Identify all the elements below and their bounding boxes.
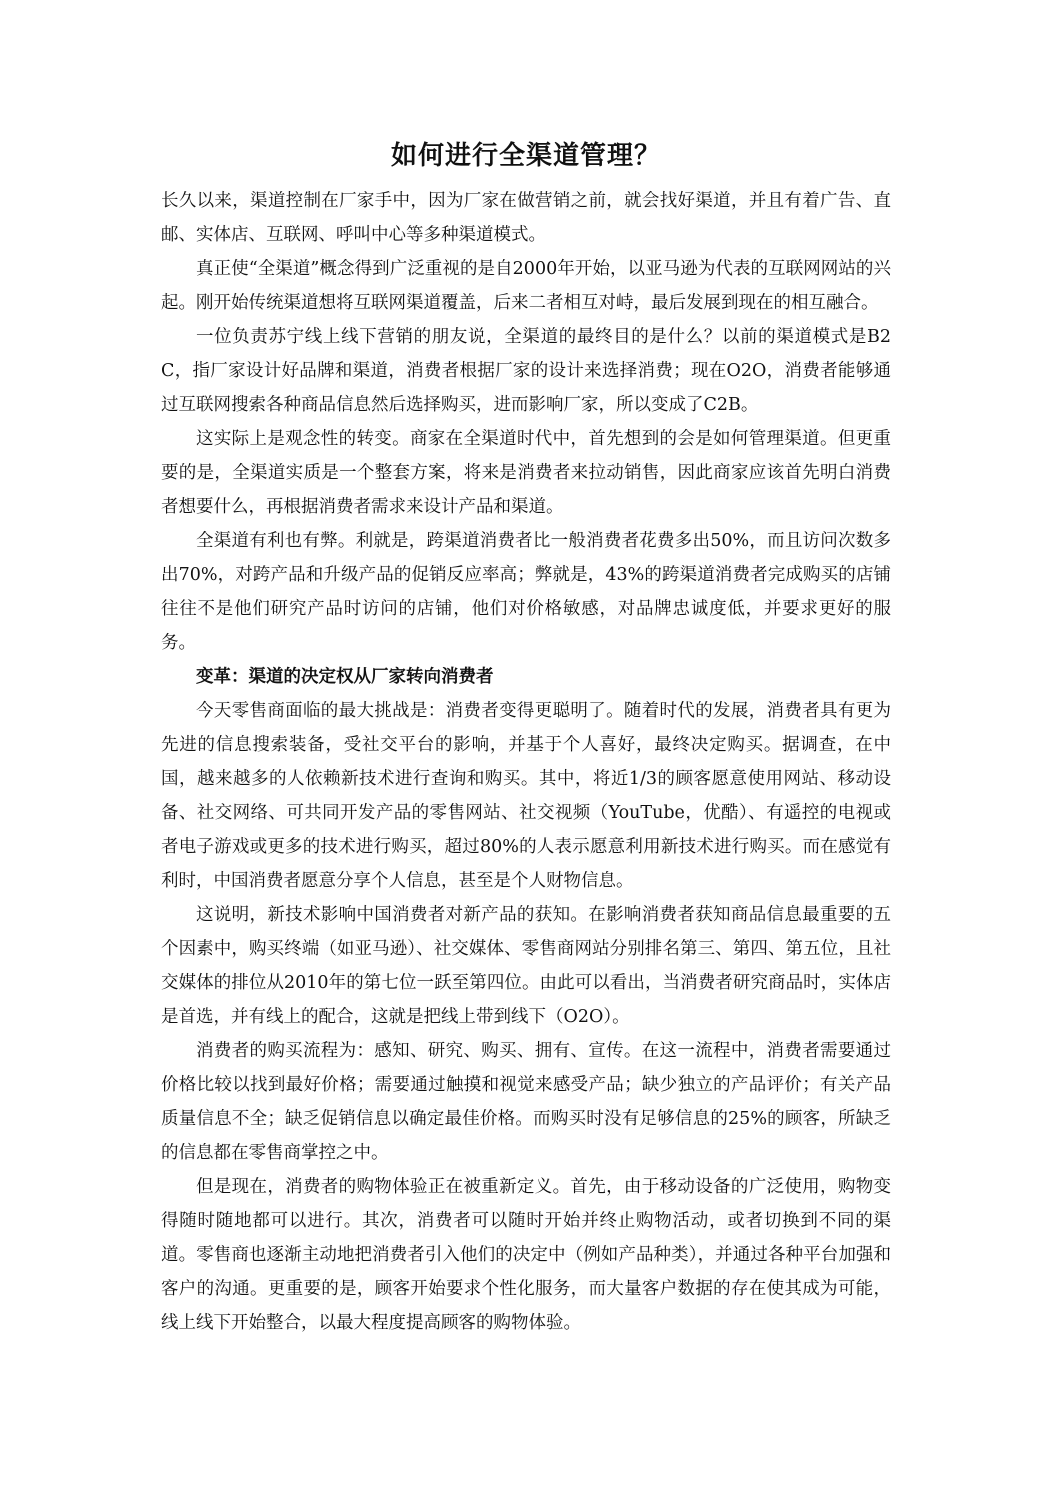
document-page [161, 134, 891, 1340]
document-body [161, 184, 891, 1340]
document-title: 如何进行全渠道管理？ [390, 141, 661, 171]
paragraph-1: 长久以来，渠道控制在厂家手中，因为厂家在做营销之前，就会找好渠道，并且有着广告、直邮、实体店、互联网、呼叫中心等多种渠道模式。 [161, 191, 891, 245]
paragraph-6: 今天零售商面临的最大挑战是：消费者变得更聪明了。随着时代的发展，消费者具有更为先进的信息搜索装备，受社交平台的影响，并基于个人喜好，最终决定购买。据调查，在中国，越来越多的人依赖新技术进行查询和购买。其中，将近1/3的顾客愿意使用网站、移动设备、社交网络、可共同开发产品的零售网站、社交视频（YouTube，优酷）、有遥控的电视或者电子游戏或更多的技术进行购买，超过80%的人表示愿意利用新技术进行购买。而在感觉有利时，中国消费者愿意分享个人信息，甚至是个人财物信息。 [161, 701, 891, 891]
paragraph-9: 但是现在，消费者的购物体验正在被重新定义。首先，由于移动设备的广泛使用，购物变得随时随地都可以进行。其次，消费者可以随时开始并终止购物活动，或者切换到不同的渠道。零售商也逐渐主动地把消费者引入他们的决定中（例如产品种类），并通过各种平台加强和客户的沟通。更重要的是，顾客开始要求个性化服务，而大量客户数据的存在使其成为可能，线上线下开始整合，以最大程度提高顾客的购物体验。 [161, 1177, 891, 1333]
paragraph-8: 消费者的购买流程为：感知、研究、购买、拥有、宣传。在这一流程中，消费者需要通过价格比较以找到最好价格；需要通过触摸和视觉来感受产品；缺少独立的产品评价；有关产品质量信息不全；缺乏促销信息以确定最佳价格。而购买时没有足够信息的25%的顾客，所缺乏的信息都在零售商掌控之中。 [161, 1041, 891, 1163]
paragraph-3: 一位负责苏宁线上线下营销的朋友说，全渠道的最终目的是什么？以前的渠道模式是B2C，指厂家设计好品牌和渠道，消费者根据厂家的设计来选择消费；现在O2O，消费者能够通过互联网搜索各种商品信息然后选择购买，进而影响厂家，所以变成了C2B。 [161, 327, 891, 415]
section-heading: 变革：渠道的决定权从厂家转向消费者 [196, 667, 494, 687]
paragraph-2: 真正使“全渠道”概念得到广泛重视的是自2000年开始，以亚马逊为代表的互联网网站的兴起。刚开始传统渠道想将互联网渠道覆盖，后来二者相互对峙，最后发展到现在的相互融合。 [161, 259, 891, 313]
paragraph-5: 全渠道有利也有弊。利就是，跨渠道消费者比一般消费者花费多出50%，而且访问次数多出70%，对跨产品和升级产品的促销反应率高；弊就是，43%的跨渠道消费者完成购买的店铺往往不是他们研究产品时访问的店铺，他们对价格敏感，对品牌忠诚度低，并要求更好的服务。 [161, 531, 891, 653]
paragraph-7: 这说明，新技术影响中国消费者对新产品的获知。在影响消费者获知商品信息最重要的五个因素中，购买终端（如亚马逊）、社交媒体、零售商网站分别排名第三、第四、第五位，且社交媒体的排位从2010年的第七位一跃至第四位。由此可以看出，当消费者研究商品时，实体店是首选，并有线上的配合，这就是把线上带到线下（O2O）。 [161, 905, 891, 1027]
paragraph-4: 这实际上是观念性的转变。商家在全渠道时代中，首先想到的会是如何管理渠道。但更重要的是，全渠道实质是一个整套方案，将来是消费者来拉动销售，因此商家应该首先明白消费者想要什么，再根据消费者需求来设计产品和渠道。 [161, 429, 891, 517]
